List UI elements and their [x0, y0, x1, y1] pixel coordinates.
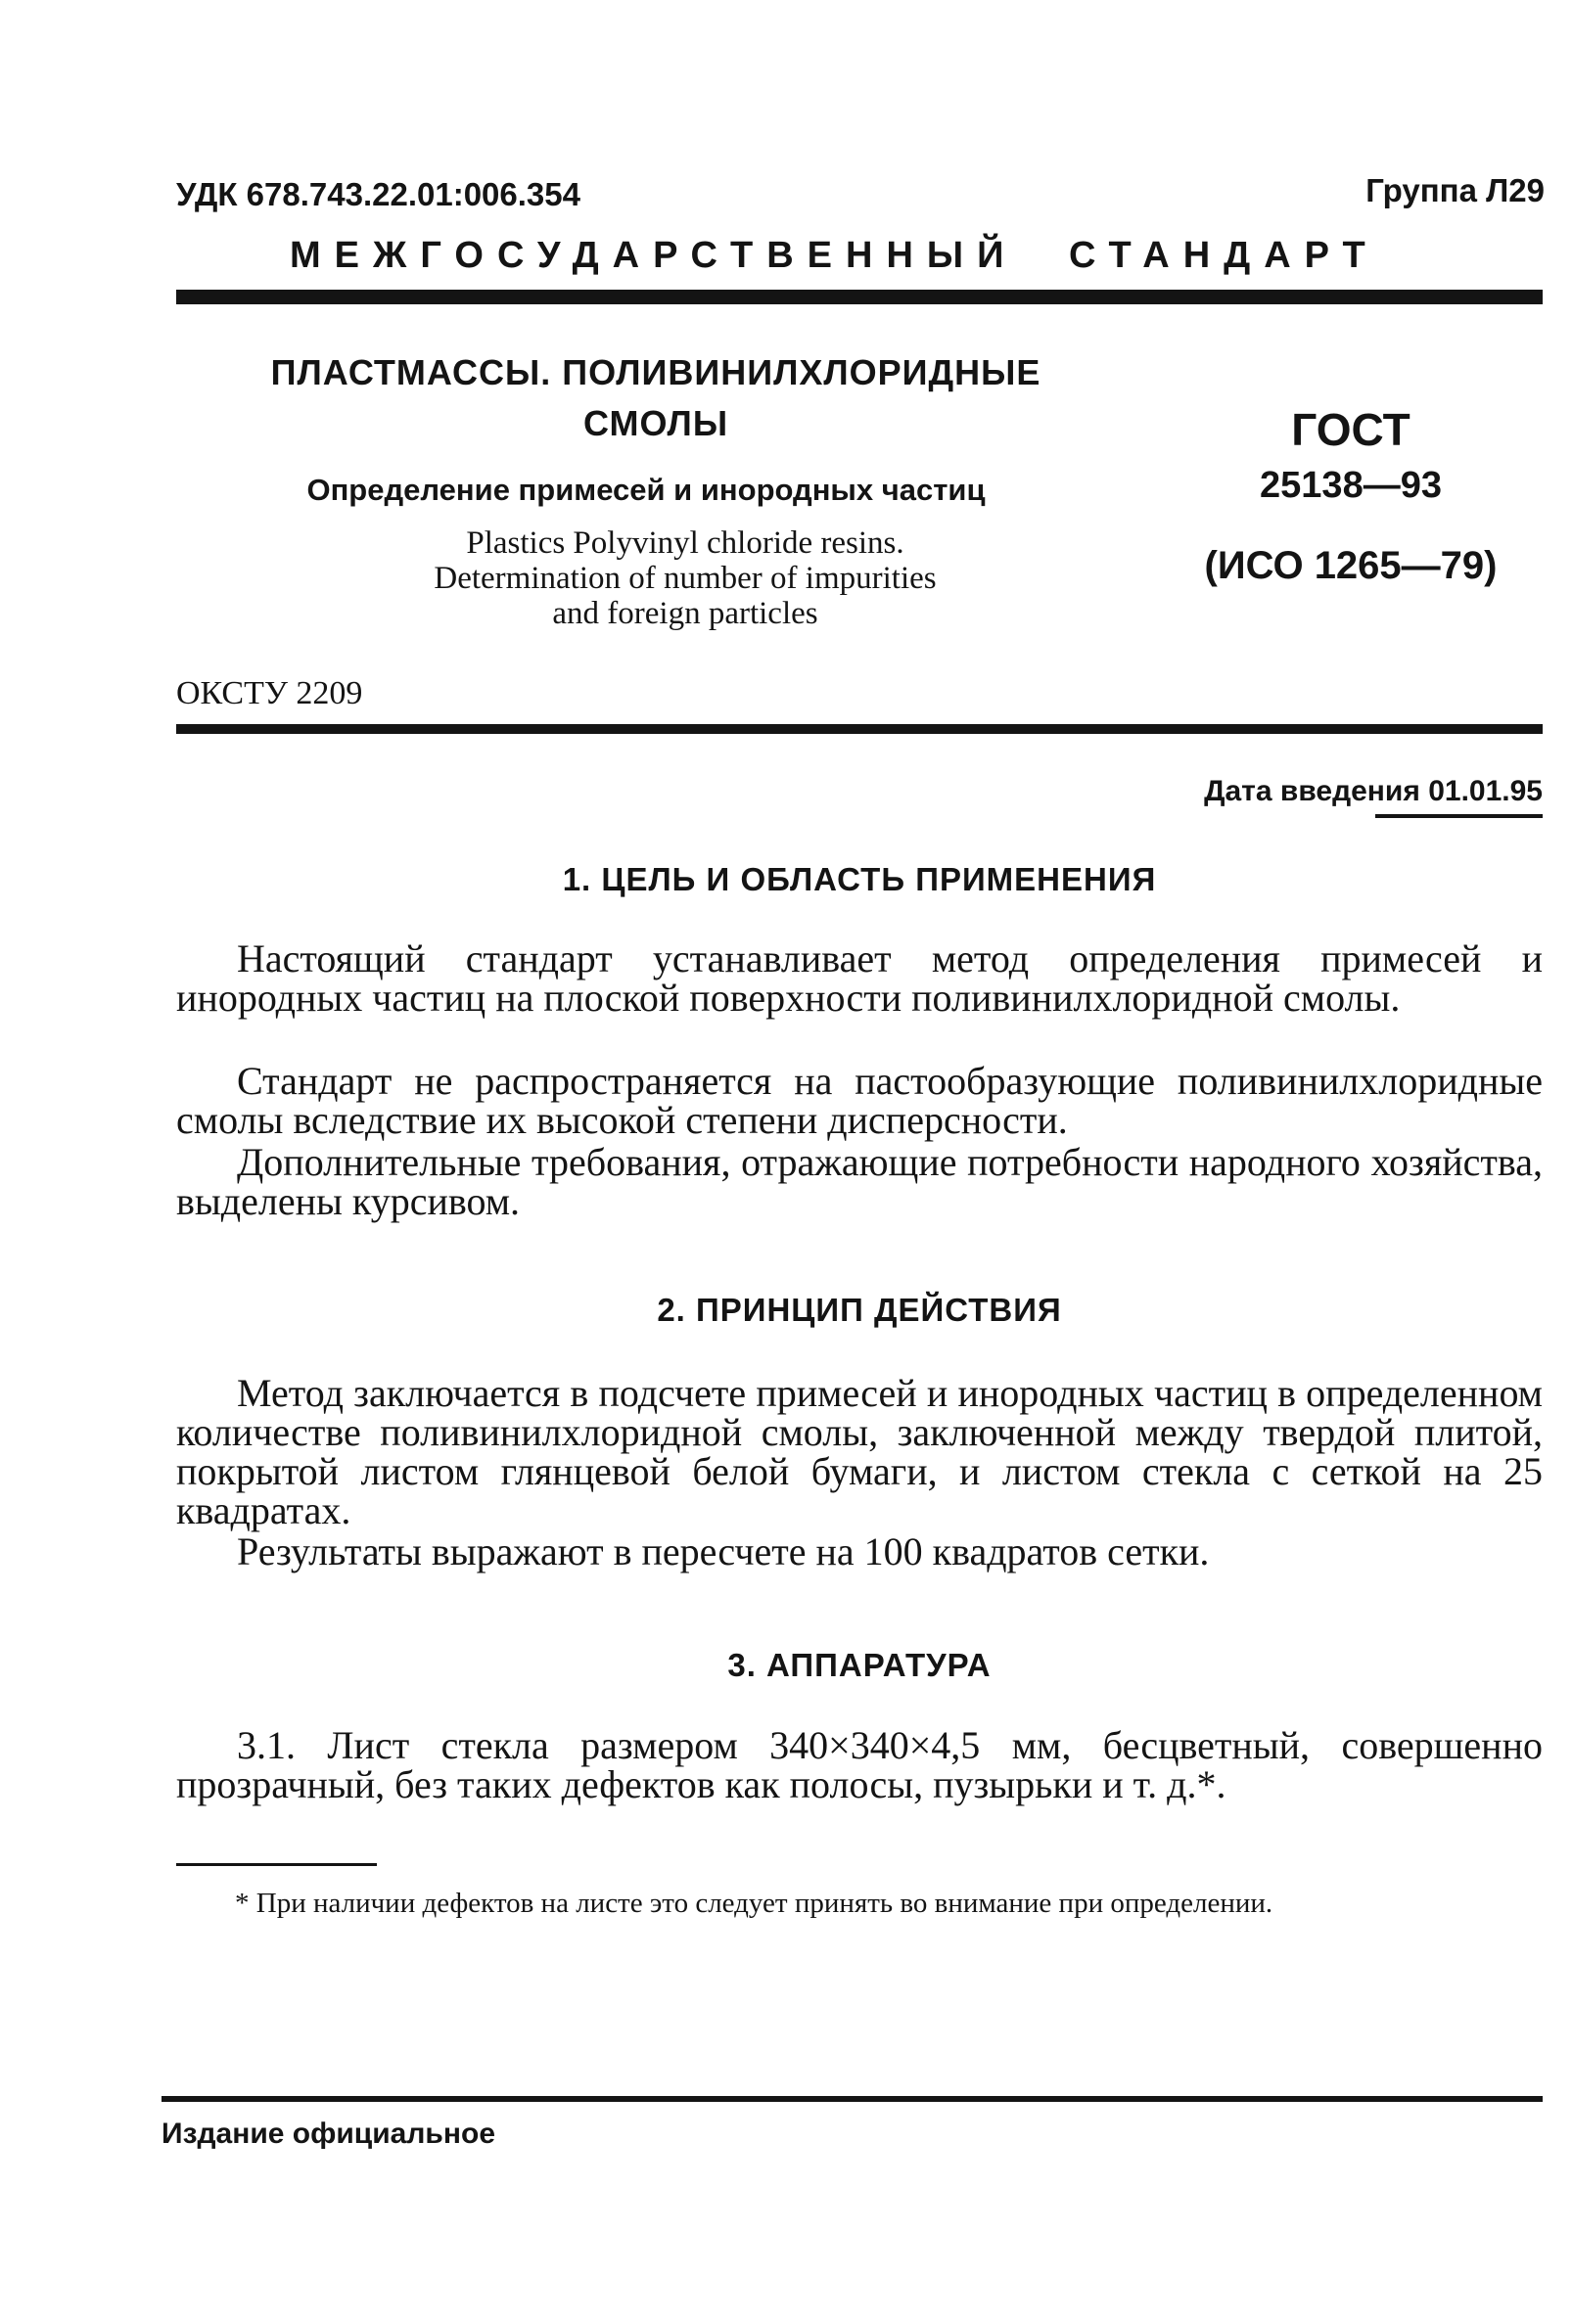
- english-title-line-2: Determination of number of impurities: [434, 561, 937, 596]
- gost-number: 25138—93: [1260, 465, 1442, 506]
- middle-divider: [176, 724, 1543, 734]
- interstate-standard-label: МЕЖГОСУДАРСТВЕННЫЙ СТАНДАРТ: [290, 235, 1379, 276]
- footnote-divider: [176, 1863, 377, 1866]
- english-title: [294, 525, 1077, 631]
- section-1-paragraph-1: Настоящий стандарт устанавливает метод определения примесей и инородных частиц на плоской поверхности поливинилхлоридной смолы.: [176, 936, 1543, 1020]
- official-edition-label: Издание официальное: [162, 2118, 496, 2150]
- group-code: Группа Л29: [1365, 172, 1545, 208]
- section-2-paragraph-2: Результаты выражают в пересчете на 100 квадратов сетки.: [237, 1529, 1210, 1573]
- section-heading-1: 1. ЦЕЛЬ И ОБЛАСТЬ ПРИМЕНЕНИЯ: [562, 861, 1157, 897]
- document-title-line-2: СМОЛЫ: [582, 403, 729, 443]
- effective-date-label: Дата введения: [1204, 775, 1420, 807]
- footnote: * При наличии дефектов на листе это следует принять во внимание при определении.: [235, 1888, 1273, 1919]
- english-title-line-3: and foreign particles: [552, 596, 818, 631]
- okstu-code: ОКСТУ 2209: [176, 675, 363, 711]
- date-underline: [1375, 814, 1543, 818]
- document-title-line-1: ПЛАСТМАССЫ. ПОЛИВИНИЛХЛОРИДНЫЕ: [270, 352, 1041, 392]
- document-subtitle: Определение примесей и инородных частиц: [306, 473, 986, 507]
- section-1-paragraph-2: Стандарт не распространяется на пастообразующие поливинилхлоридные смолы вследствие их высокой степени дисперсности.: [176, 1059, 1543, 1142]
- section-1-paragraph-3: Дополнительные требования, отражающие потребности народного хозяйства, выделены курсивом.: [176, 1140, 1543, 1223]
- section-heading-3: 3. АППАРАТУРА: [727, 1647, 992, 1683]
- iso-reference: (ИСО 1265—79): [1204, 544, 1498, 587]
- top-divider: [176, 290, 1543, 304]
- effective-date-value: 01.01.95: [1428, 775, 1543, 807]
- english-title-line-1: Plastics Polyvinyl chloride resins.: [466, 525, 904, 561]
- effective-date: [1204, 775, 1543, 808]
- section-heading-2: 2. ПРИНЦИП ДЕЙСТВИЯ: [657, 1292, 1062, 1328]
- section-3-paragraph-1: 3.1. Лист стекла размером 340×340×4,5 мм, бесцветный, совершенно прозрачный, без таких дефектов как полосы, пузырьки и т. д.*.: [176, 1723, 1543, 1806]
- gost-label: ГОСТ: [1291, 404, 1410, 455]
- bottom-divider: [162, 2096, 1543, 2102]
- udk-code: УДК 678.743.22.01:006.354: [176, 176, 580, 212]
- section-2-paragraph-1: Метод заключается в подсчете примесей и инородных частиц в определенном количестве поливинилхлоридной смолы, заключенной между твердой плитой, покрытой листом глянцевой белой бумаги, и листом стекла с сеткой на 25 квадратах.: [176, 1371, 1543, 1532]
